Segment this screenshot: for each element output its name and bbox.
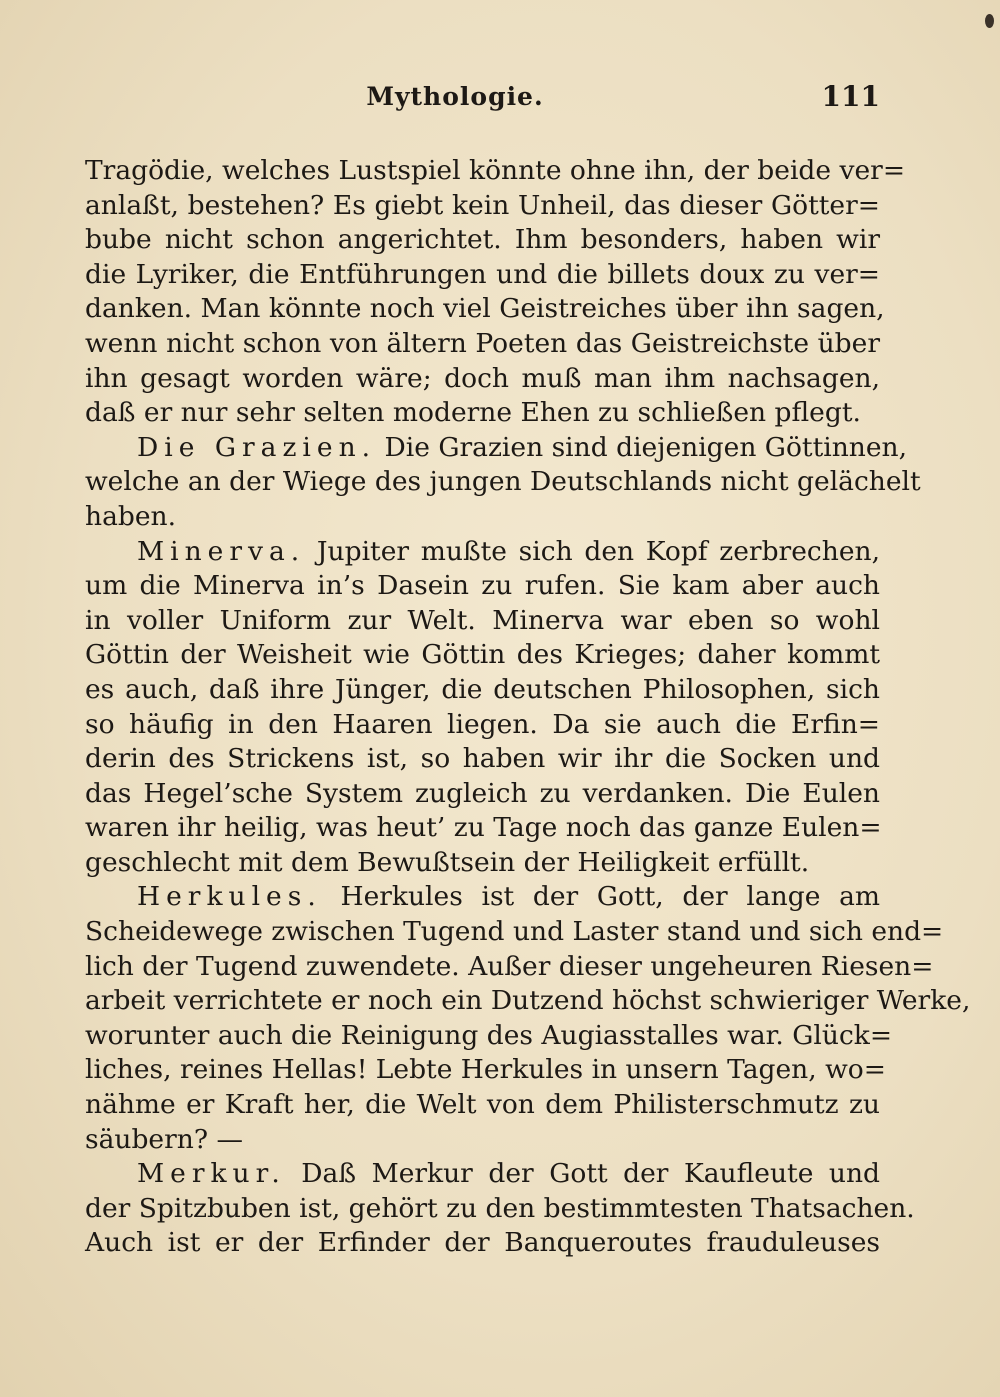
text-line bbox=[85, 742, 880, 777]
line-text: der Spitzbuben ist, gehört zu den bestimmtesten Thatsachen. bbox=[85, 1192, 915, 1224]
text-line bbox=[85, 811, 880, 846]
text-line bbox=[85, 396, 880, 431]
text-line bbox=[85, 223, 880, 258]
text-line bbox=[85, 327, 880, 362]
text-line bbox=[85, 1192, 915, 1227]
text-line bbox=[85, 708, 880, 743]
line-text: daß er nur sehr selten moderne Ehen zu schließen pflegt. bbox=[85, 397, 861, 429]
text-line bbox=[85, 154, 906, 189]
line-text: die Lyriker, die Entführungen und die billets doux zu ver= bbox=[85, 258, 880, 290]
line-text: ihn gesagt worden wäre; doch muß man ihm nachsagen, bbox=[85, 362, 880, 394]
text-line bbox=[85, 465, 921, 500]
line-text: liches, reines Hellas! Lebte Herkules in unsern Tagen, wo= bbox=[85, 1054, 886, 1086]
text-line bbox=[85, 1123, 880, 1158]
running-title: Mythologie. bbox=[366, 82, 544, 111]
line-text: Tragödie, welches Lustspiel könnte ohne ihn, der beide ver= bbox=[85, 155, 906, 186]
line-text: um die Minerva in’s Dasein zu rufen. Sie kam aber auch bbox=[85, 570, 880, 602]
line-text: es auch, daß ihre Jünger, die deutschen Philosophen, sich bbox=[85, 673, 880, 705]
section-heading: Die Grazien. bbox=[137, 431, 377, 463]
line-text: nähme er Kraft her, die Welt von dem Philisterschmutz zu bbox=[85, 1089, 880, 1121]
text-line bbox=[85, 1053, 886, 1088]
line-text: Jupiter mußte sich den Kopf zerbrechen, bbox=[305, 535, 880, 567]
body-text bbox=[85, 154, 971, 1261]
text-line bbox=[85, 1157, 880, 1192]
text-line bbox=[85, 638, 880, 673]
line-text: bube nicht schon angerichtet. Ihm besonders, haben wir bbox=[85, 224, 880, 256]
line-text: arbeit verrichtete er noch ein Dutzend höchst schwieriger Werke, bbox=[85, 985, 971, 1017]
line-text: derin des Strickens ist, so haben wir ihr die Socken und bbox=[85, 743, 880, 775]
text-line bbox=[85, 673, 880, 708]
text-line bbox=[85, 984, 971, 1019]
line-text: säubern? — bbox=[85, 1123, 243, 1155]
line-text: waren ihr heilig, was heut’ zu Tage noch das ganze Eulen= bbox=[85, 812, 882, 844]
line-text: wenn nicht schon von ältern Poeten das Geistreichste über bbox=[85, 327, 880, 359]
ink-speck bbox=[985, 14, 994, 28]
line-text: lich der Tugend zuwendete. Außer dieser ungeheuren Riesen= bbox=[85, 950, 934, 982]
line-text: Göttin der Weisheit wie Göttin des Krieges; daher kommt bbox=[85, 639, 880, 671]
text-line bbox=[85, 604, 880, 639]
line-text: anlaßt, bestehen? Es giebt kein Unheil, das dieser Götter= bbox=[85, 189, 880, 221]
section-heading: Merkur. bbox=[137, 1158, 286, 1190]
text-line bbox=[85, 950, 934, 985]
line-text: Die Grazien sind diejenigen Göttinnen, bbox=[376, 431, 908, 463]
text-line bbox=[85, 1019, 893, 1054]
text-line bbox=[85, 535, 880, 570]
line-text: Herkules ist der Gott, der lange am bbox=[321, 881, 880, 913]
section-heading: Herkules. bbox=[137, 881, 322, 913]
text-line bbox=[85, 258, 880, 293]
text-line bbox=[85, 189, 880, 224]
text-line bbox=[85, 569, 880, 604]
line-text: haben. bbox=[85, 500, 177, 532]
line-text: in voller Uniform zur Welt. Minerva war eben so wohl bbox=[85, 604, 880, 636]
text-line bbox=[85, 880, 880, 915]
text-line bbox=[85, 500, 880, 535]
line-text: Daß Merkur der Gott der Kaufleute und bbox=[285, 1158, 880, 1190]
section-heading: Minerva. bbox=[137, 535, 306, 567]
text-line bbox=[85, 431, 908, 466]
line-text: danken. Man könnte noch viel Geistreiches über ihn sagen, bbox=[85, 293, 885, 325]
line-text: so häufig in den Haaren liegen. Da sie auch die Erfin= bbox=[85, 708, 880, 740]
text-line bbox=[85, 777, 880, 812]
line-text: worunter auch die Reinigung des Augiasstalles war. Glück= bbox=[85, 1019, 893, 1051]
text-line bbox=[85, 915, 944, 950]
line-text: Auch ist er der Erfinder der Banqueroutes frauduleuses bbox=[85, 1227, 880, 1259]
page-header bbox=[85, 82, 880, 122]
line-text: das Hegel’sche System zugleich zu verdanken. Die Eulen bbox=[85, 777, 880, 809]
line-text: geschlecht mit dem Bewußtsein der Heiligkeit erfüllt. bbox=[85, 846, 810, 878]
text-line bbox=[85, 846, 880, 881]
text-line bbox=[85, 362, 880, 397]
text-line bbox=[85, 1226, 880, 1261]
line-text: welche an der Wiege des jungen Deutschlands nicht gelächelt bbox=[85, 466, 921, 498]
page-number: 111 bbox=[821, 80, 880, 113]
text-line bbox=[85, 1088, 880, 1123]
text-line bbox=[85, 292, 885, 327]
line-text: Scheidewege zwischen Tugend und Laster stand und sich end= bbox=[85, 916, 944, 948]
